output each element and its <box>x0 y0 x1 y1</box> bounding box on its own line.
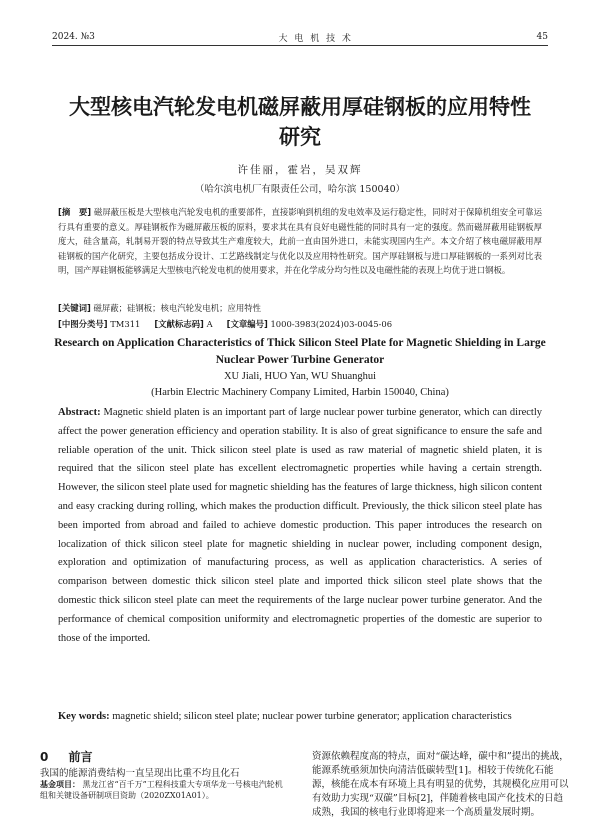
en-keywords-text: magnetic shield; silicon steel plate; nuclear power turbine generator; application characteristics <box>112 711 512 722</box>
en-keywords <box>58 708 542 725</box>
cn-title: 大型核电汽轮发电机磁屏蔽用厚硅钢板的应用特性研究 <box>69 95 531 149</box>
en-abstract-text: Magnetic shield platen is an important part of large nuclear power turbine generator, which can directly affect the power generation efficiency and operation stability. It is also of great significance to ensure the safe and reliable operation of the unit. Thick silicon steel plate is used as raw material of magnetic shield platen, it is required that the silicon steel plate has excellent electromagnetic properties while having a certain strength. However, the silicon steel plate used for magnetic shielding has the features of large thickness, high silicon content and easy cracking during rolling, which makes the production difficult. Previously, the thick silicon steel plate has been imported from abroad and failed to achieve domestic production. This paper introduces the research on localization of thick silicon steel plate for magnetic shielding in nuclear power, including component design, exploration and optimization of manufacturing process, as well as application characteristics. A series of comparison between domestic thick silicon steel plate and imported thick silicon steel plate shows that the domestic thick silicon steel plate can meet the requirements of the large nuclear power turbine generator. And the performance of chemical composition uniformity and electromagnetic properties of the domestic are superior to those of the imported. <box>58 407 542 644</box>
section-heading <box>40 748 288 765</box>
cn-keywords-label: [关键词] <box>58 303 91 313</box>
en-abstract <box>58 404 542 648</box>
cn-authors: 许佳丽，霍岩，吴双辉 <box>237 164 363 176</box>
issue-number: 2024. №3 <box>52 32 95 42</box>
cn-keywords <box>58 302 542 314</box>
page-number: 45 <box>536 32 548 42</box>
journal-name: 大 电 机 技 术 <box>278 33 353 44</box>
article-no-label: [文章编号] <box>226 319 268 329</box>
article-no-field <box>227 318 392 330</box>
clc-field <box>58 318 140 330</box>
right-column <box>312 748 570 818</box>
cn-keywords-text: 磁屏蔽；硅钢板；核电汽轮发电机；应用特性 <box>93 303 261 313</box>
left-column <box>40 748 288 801</box>
classification-line <box>58 318 542 330</box>
en-authors: XU Jiali, HUO Yan, WU Shuanghui <box>223 371 377 382</box>
doc-code-value: A <box>206 319 213 329</box>
en-title: Research on Application Characteristics of Thick Silicon Steel Plate for Magnetic Shielding in Large Nuclear Power Turbine Generator <box>54 337 546 366</box>
cn-affiliation: （哈尔滨电机厂有限责任公司，哈尔滨 150040） <box>194 184 406 195</box>
doc-code-label: [文献标志码] <box>154 319 204 329</box>
en-abstract-label: Abstract: <box>58 407 101 418</box>
en-keywords-label: Key words: <box>58 711 110 722</box>
clc-label: [中图分类号] <box>58 319 108 329</box>
right-paragraph: 资源依赖程度高的特点，面对“碳达峰，碳中和”提出的挑战，能源系统亟须加快向清洁低碳转型[1]。相较于传统化石能源，核能在成本有环境上具有明显的优势，其规模化应用可以有效助力实现“双碳”目标[2]，伴随着核电国产化技术的日趋成熟，我国的核电行业即将迎来一个高质量发展时期。 <box>312 751 569 818</box>
section-title: 前言 <box>68 750 93 764</box>
section-number: 0 <box>40 750 49 764</box>
left-paragraph: 我国的能源消费结构一直呈现出比重不均且化石 <box>40 768 240 779</box>
cn-abstract-label: [摘 要] <box>58 207 92 217</box>
footnote-label: 基金项目： <box>40 780 80 789</box>
cn-abstract <box>58 205 542 278</box>
header-rule <box>52 45 548 46</box>
doc-code-field <box>154 318 212 330</box>
article-no-value: 1000-3983(2024)03-0045-06 <box>270 319 393 329</box>
footnote-text: 黑龙江省“百千万”工程科技重大专项华龙一号核电汽轮机组和关键设备研制项目资助（2020ZX01A01）。 <box>40 780 283 800</box>
running-header <box>52 30 548 44</box>
en-affiliation: (Harbin Electric Machinery Company Limited, Harbin 150040, China) <box>151 387 449 398</box>
cn-abstract-text: 磁屏蔽压板是大型核电汽轮发电机的重要部件，直接影响到机组的发电效率及运行稳定性，同时对于保障机组安全可靠运行具有重要的意义。厚硅钢板作为磁屏蔽压板的原料，要求其在具有良好电磁性能的同时具有一定的强度。然而磁屏蔽用硅钢板厚度大，硅含量高，轧制易开裂的特点导致其生产难度较大，此前一直由国外进口，未能实现国内生产。本文介绍了核电磁屏蔽用厚硅钢板的国产化研究，主要包括成分设计、工艺路线制定与优化以及应用特性研究。国产厚硅钢板与进口厚硅钢板的一系列对比表明，国产厚硅钢板能够满足大型核电汽轮发电机的使用要求，并在化学成分均匀性以及电磁性能的表现上均优于进口钢板。 <box>58 207 542 276</box>
clc-value: TM311 <box>110 319 141 329</box>
footnote <box>40 779 288 801</box>
